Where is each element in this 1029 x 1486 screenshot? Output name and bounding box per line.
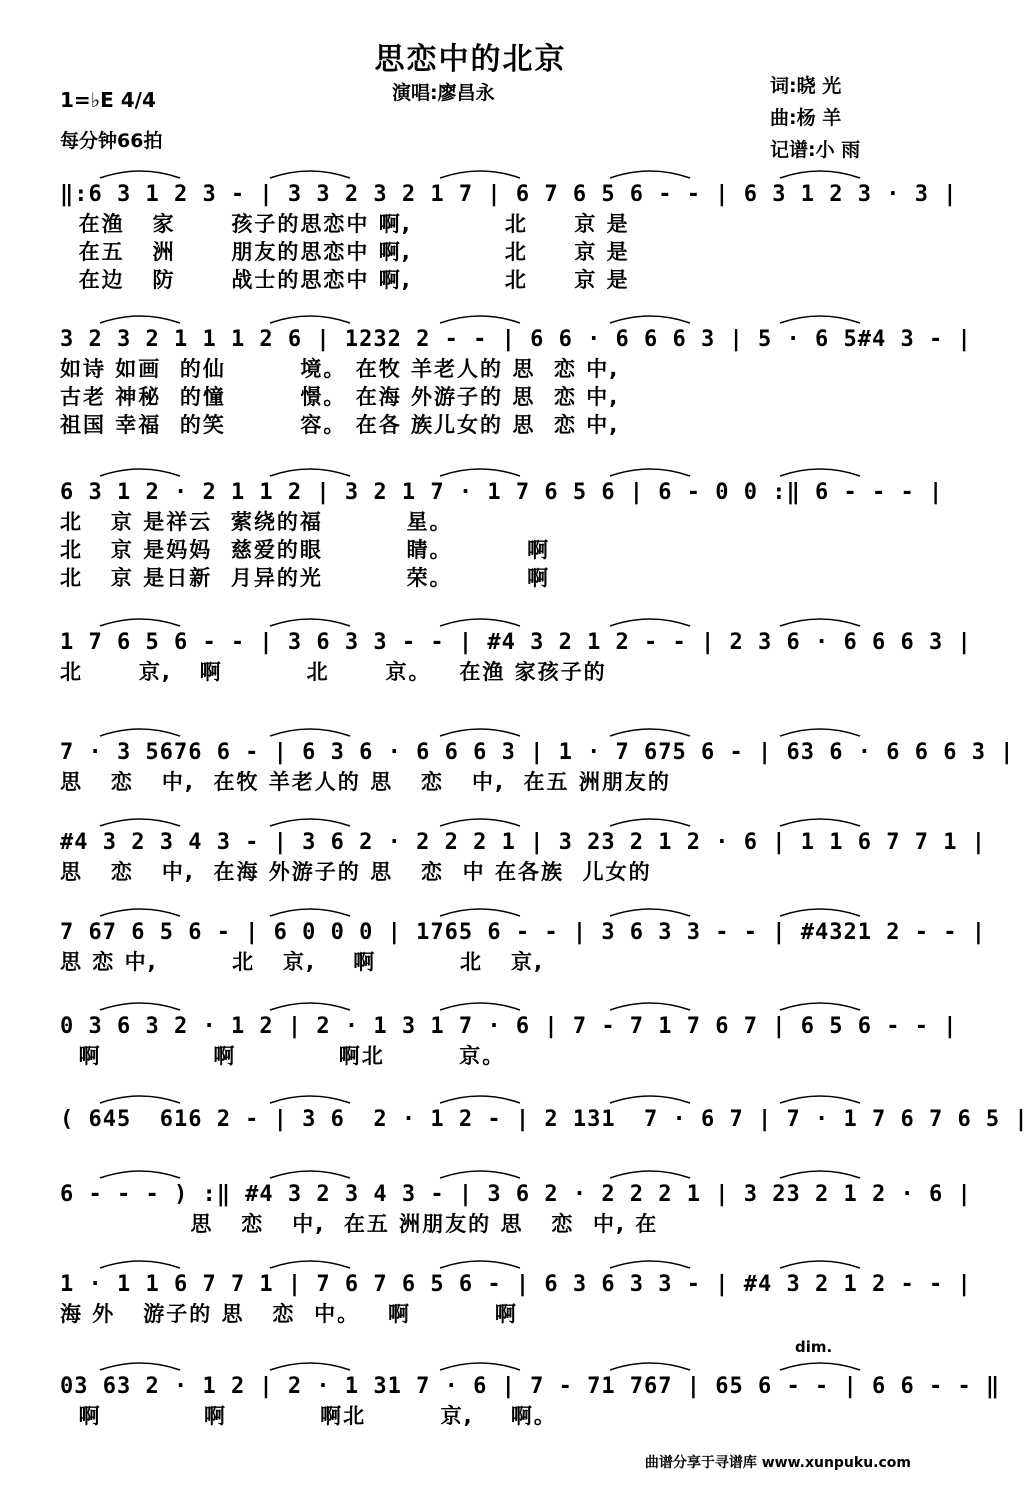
slur-arc — [780, 619, 860, 626]
notation-line: ( 645 616 2 - | 3 6 2 · 1 2 - | 2 131 7 · 6 7 | 7 · 1 7 6 7 6 5 | — [60, 1107, 1029, 1132]
slur-arc — [100, 1003, 180, 1010]
slur-arc — [610, 729, 690, 736]
slur-arc — [440, 316, 520, 323]
slur-arc — [610, 469, 690, 476]
score-system — [60, 1270, 972, 1328]
notation-line: 7 67 6 5 6 - | 6 0 0 0 | 1765 6 - - | 3 6 3 3 - - | #4321 2 - - | — [60, 920, 986, 945]
score-system — [60, 1012, 958, 1070]
slur-arc — [100, 1363, 180, 1370]
slur-arc — [610, 1261, 690, 1268]
slur-arc — [610, 619, 690, 626]
slur-marks — [60, 1162, 890, 1182]
slur-arc — [270, 1261, 350, 1268]
slur-arc — [780, 909, 860, 916]
slur-arc — [100, 316, 180, 323]
slur-marks — [60, 307, 890, 327]
slur-arc — [780, 729, 860, 736]
slur-arc — [100, 469, 180, 476]
score-system — [60, 1372, 1001, 1430]
lyric-line: 啊 啊 啊北 京, 啊。 — [60, 1404, 557, 1428]
slur-arc — [270, 469, 350, 476]
score-system — [60, 628, 972, 686]
score-system — [60, 478, 944, 592]
slur-marks — [60, 162, 890, 182]
lyric-line: 思 恋 中, 在牧 羊老人的 思 恋 中, 在五 洲朋友的 — [60, 770, 671, 794]
lyric-line: 思 恋 中, 在五 洲朋友的 思 恋 中, 在 — [60, 1212, 659, 1236]
slur-arc — [270, 1096, 350, 1103]
lyric-line: 北 京, 啊 北 京。 在渔 家孩子的 — [60, 660, 607, 684]
lyric-line: 在渔 家 孩子的思恋中 啊, 北 京 是 — [60, 212, 630, 236]
slur-arc — [780, 316, 860, 323]
score-system — [60, 1180, 972, 1238]
notation-line: 1 · 1 1 6 7 7 1 | 7 6 7 6 5 6 - | 6 3 6 3 3 - | #4 3 2 1 2 - - | — [60, 1272, 972, 1297]
score-system — [60, 180, 958, 294]
slur-marks — [60, 610, 890, 630]
slur-arc — [440, 1261, 520, 1268]
notation-credit: 记谱:小 雨 — [770, 139, 861, 161]
slur-arc — [610, 1003, 690, 1010]
lyric-line: 海 外 游子的 思 恋 中。 啊 啊 — [60, 1302, 518, 1326]
composer-credit: 曲:杨 羊 — [770, 107, 842, 129]
slur-arc — [780, 171, 860, 178]
score-system — [60, 918, 986, 976]
slur-arc — [440, 729, 520, 736]
slur-arc — [780, 1003, 860, 1010]
dynamic-marking: dim. — [795, 1338, 833, 1356]
slur-arc — [100, 619, 180, 626]
lyric-line: 祖国 幸福 的笑 容。 在各 族儿女的 思 恋 中, — [60, 413, 620, 437]
lyric-line: 在边 防 战士的思恋中 啊, 北 京 是 — [60, 268, 630, 292]
notation-line: 03 63 2 · 1 2 | 2 · 1 31 7 · 6 | 7 - 71 767 | 65 6 - - | 6 6 - - ‖ — [60, 1374, 1001, 1399]
notation-line: ‖:6 3 1 2 3 - | 3 3 2 3 2 1 7 | 6 7 6 5 6 - - | 6 3 1 2 3 · 3 | — [60, 182, 958, 207]
slur-arc — [100, 729, 180, 736]
slur-arc — [610, 1363, 690, 1370]
lyric-line: 在五 洲 朋友的思恋中 啊, 北 京 是 — [60, 240, 630, 264]
lyric-line: 啊 啊 啊北 京。 — [60, 1044, 506, 1068]
slur-arc — [610, 909, 690, 916]
slur-arc — [780, 1363, 860, 1370]
tempo-marking: 每分钟66拍 — [60, 130, 163, 152]
slur-arc — [440, 171, 520, 178]
notation-line: 3 2 3 2 1 1 1 2 6 | 1232 2 - - | 6 6 · 6 6 6 3 | 5 · 6 5#4 3 - | — [60, 327, 972, 352]
lyricist-credit: 词:晓 光 — [770, 75, 842, 97]
slur-marks — [60, 994, 890, 1014]
notation-line: 0 3 6 3 2 · 1 2 | 2 · 1 3 1 7 · 6 | 7 - 7 1 7 6 7 | 6 5 6 - - | — [60, 1014, 958, 1039]
slur-marks — [60, 900, 890, 920]
slur-arc — [440, 1363, 520, 1370]
slur-arc — [610, 316, 690, 323]
slur-arc — [100, 1171, 180, 1178]
slur-arc — [100, 1096, 180, 1103]
score-system — [60, 828, 986, 886]
slur-arc — [440, 619, 520, 626]
slur-arc — [270, 729, 350, 736]
notation-line: #4 3 2 3 4 3 - | 3 6 2 · 2 2 2 1 | 3 23 2 1 2 · 6 | 1 1 6 7 7 1 | — [60, 830, 986, 855]
notation-line: 6 3 1 2 · 2 1 1 2 | 3 2 1 7 · 1 7 6 5 6 | 6 - 0 0 :‖ 6 - - - | — [60, 480, 944, 505]
score-system — [60, 1105, 1029, 1135]
lyric-line: 北 京 是祥云 萦绕的福 星。 — [60, 510, 453, 534]
slur-arc — [270, 909, 350, 916]
singer-credit: 演唱:廖昌永 — [392, 82, 495, 104]
footer-watermark: 曲谱分享于寻谱库 www.xunpuku.com — [644, 1455, 911, 1471]
slur-arc — [100, 819, 180, 826]
credits-block — [770, 70, 860, 166]
slur-arc — [440, 469, 520, 476]
lyric-line: 北 京 是日新 月异的光 荣。 啊 — [60, 566, 551, 590]
score-system — [60, 738, 1015, 796]
slur-arc — [270, 316, 350, 323]
slur-marks — [60, 460, 890, 480]
slur-arc — [270, 171, 350, 178]
slur-arc — [270, 619, 350, 626]
slur-arc — [780, 819, 860, 826]
slur-arc — [100, 171, 180, 178]
slur-arc — [440, 909, 520, 916]
slur-arc — [440, 1171, 520, 1178]
slur-arc — [270, 819, 350, 826]
slur-arc — [100, 1261, 180, 1268]
slur-arc — [610, 1171, 690, 1178]
lyric-line: 古老 神秘 的憧 憬。 在海 外游子的 思 恋 中, — [60, 385, 620, 409]
notation-line: 7 · 3 5676 6 - | 6 3 6 · 6 6 6 3 | 1 · 7 675 6 - | 63 6 · 6 6 6 3 | — [60, 740, 1015, 765]
slur-arc — [780, 1261, 860, 1268]
slur-marks — [60, 810, 890, 830]
slur-marks — [60, 720, 890, 740]
slur-arc — [610, 171, 690, 178]
slur-arc — [780, 1096, 860, 1103]
song-title: 思恋中的北京 — [374, 42, 567, 77]
slur-arc — [270, 1363, 350, 1370]
key-signature: 1=♭E 4/4 — [60, 88, 156, 112]
slur-arc — [270, 1003, 350, 1010]
notation-line: 6 - - - ) :‖ #4 3 2 3 4 3 - | 3 6 2 · 2 2 2 1 | 3 23 2 1 2 · 6 | — [60, 1182, 972, 1207]
slur-arc — [610, 1096, 690, 1103]
slur-arc — [610, 819, 690, 826]
lyric-line: 思 恋 中, 在海 外游子的 思 恋 中 在各族 儿女的 — [60, 860, 652, 884]
score-system — [60, 325, 972, 439]
slur-arc — [440, 1003, 520, 1010]
slur-arc — [270, 1171, 350, 1178]
slur-arc — [440, 819, 520, 826]
slur-arc — [100, 909, 180, 916]
slur-arc — [440, 1096, 520, 1103]
lyric-line: 如诗 如画 的仙 境。 在牧 羊老人的 思 恋 中, — [60, 357, 620, 381]
slur-marks — [60, 1252, 890, 1272]
slur-marks — [60, 1354, 890, 1374]
slur-marks — [60, 1087, 890, 1107]
lyric-line: 北 京 是妈妈 慈爱的眼 睛。 啊 — [60, 538, 551, 562]
notation-line: 1 7 6 5 6 - - | 3 6 3 3 - - | #4 3 2 1 2 - - | 2 3 6 · 6 6 6 3 | — [60, 630, 972, 655]
lyric-line: 思 恋 中, 北 京, 啊 北 京, — [60, 950, 544, 974]
slur-arc — [780, 469, 860, 476]
slur-arc — [780, 1171, 860, 1178]
